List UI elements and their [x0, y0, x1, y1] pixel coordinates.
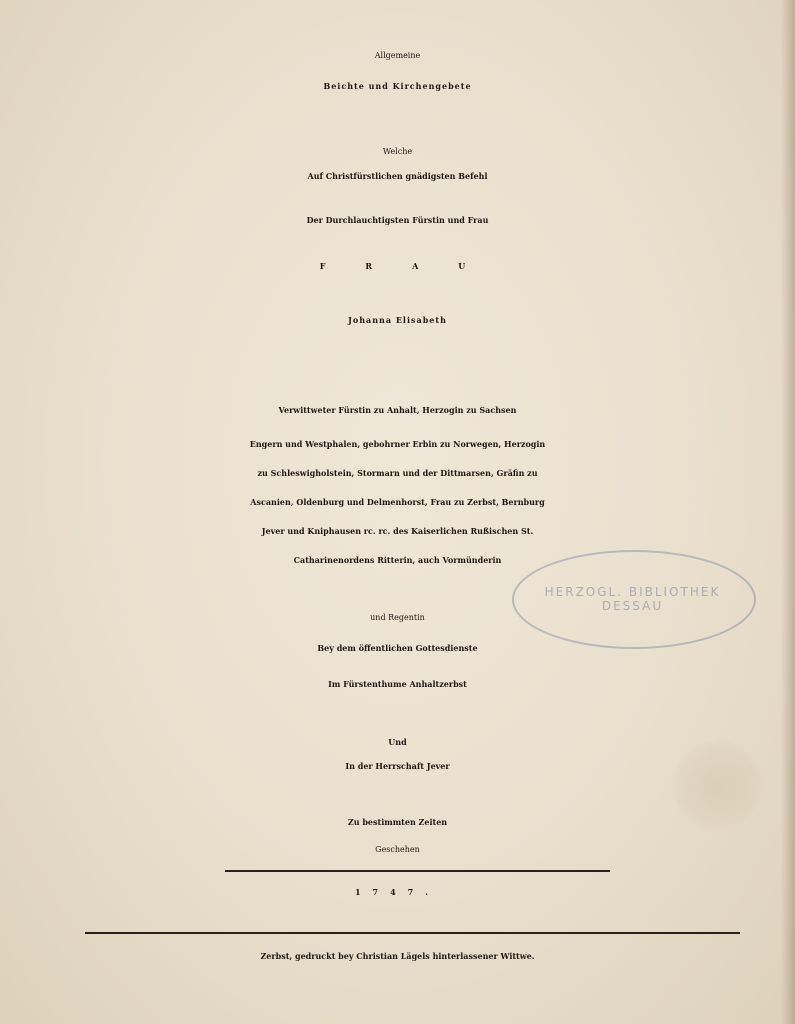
- line-der: Der Durchlauchtigsten Fürstin und Frau: [306, 215, 489, 225]
- line-frau: FRAU: [319, 261, 506, 271]
- line-und: Und: [388, 737, 407, 747]
- body-line-3: zu Schleswigholstein, Stormarn und der Dittmarsen, Gräfin zu: [257, 468, 538, 478]
- line-regentin: und Regentin: [370, 613, 425, 622]
- divider-rule-long: [85, 932, 740, 934]
- paper-stain: [672, 740, 762, 830]
- line-auf: Auf Christfürstlichen gnädigsten Befehl: [307, 171, 488, 181]
- line-herrschaft-jever: In der Herrschaft Jever: [345, 761, 450, 771]
- imprint: Zerbst, gedruckt bey Christian Lägels hinterlassener Wittwe.: [260, 951, 535, 961]
- body-line-6: Catharinenordens Ritterin, auch Vormünderin: [293, 555, 502, 565]
- line-bey: Bey dem öffentlichen Gottesdienste: [317, 643, 478, 653]
- heading-allgemeine: Allgemeine: [374, 51, 421, 60]
- divider-rule-short: [225, 870, 610, 872]
- publication-year: 1747.: [354, 887, 441, 897]
- library-stamp-text: HERZOGL. BIBLIOTHEK DESSAU: [544, 585, 721, 613]
- line-geschehen: Geschehen: [375, 845, 420, 854]
- name-johanna-elisabeth: Johanna Elisabeth: [348, 315, 447, 325]
- main-title: Beichte und Kirchengebete: [323, 81, 472, 91]
- line-zu-bestimmten-zeiten: Zu bestimmten Zeiten: [347, 817, 448, 827]
- body-line-4: Ascanien, Oldenburg und Delmenhorst, Frau zu Zerbst, Bernburg: [250, 497, 545, 507]
- body-line-2: Engern und Westphalen, gebohrner Erbin zu Norwegen, Herzogin: [249, 439, 546, 449]
- body-line-1: Verwittweter Fürstin zu Anhalt, Herzogin zu Sachsen: [278, 405, 517, 415]
- body-line-5: Jever und Kniphausen rc. rc. des Kaiserlichen Rußischen St.: [261, 526, 534, 536]
- line-welche: Welche: [382, 147, 413, 156]
- line-fuerstenthume: Im Fürstenthume Anhaltzerbst: [328, 679, 467, 689]
